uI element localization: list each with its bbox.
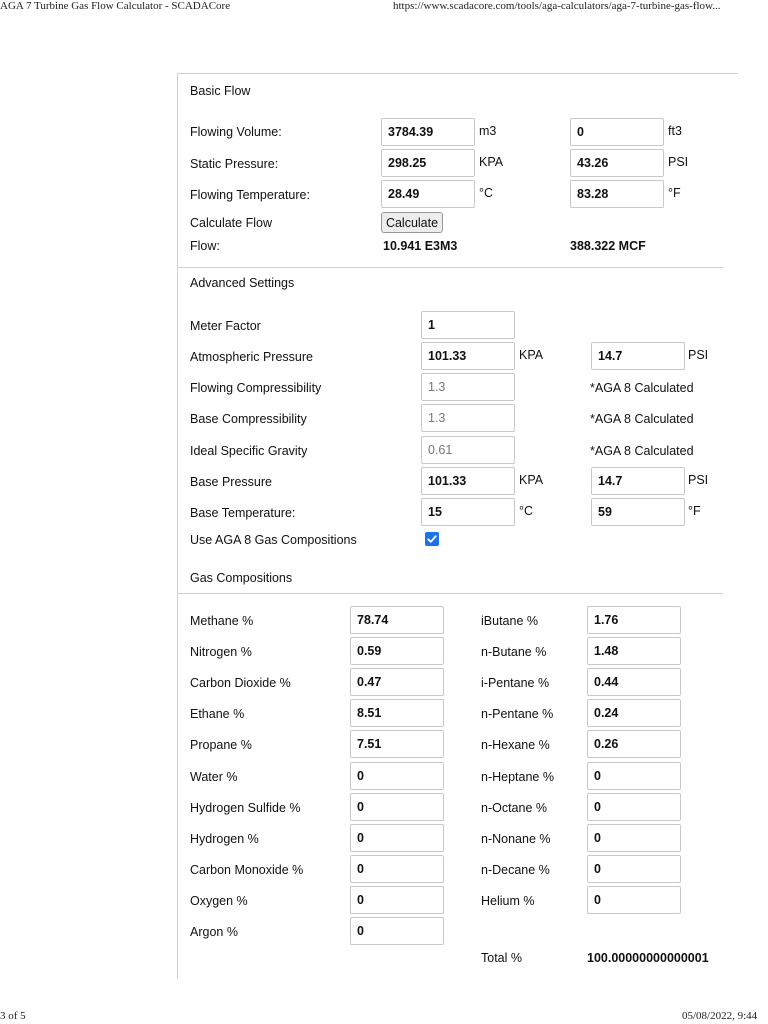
gas-input[interactable] — [350, 855, 444, 883]
gas-label: n-Butane % — [481, 645, 547, 659]
base-pressure-alt-input[interactable] — [591, 467, 685, 495]
basic-flow-heading: Basic Flow — [190, 84, 251, 98]
base-temperature-label: Base Temperature: — [190, 506, 296, 520]
gas-label: Nitrogen % — [190, 645, 252, 659]
static-pressure-unit: KPA — [479, 155, 504, 169]
flowing-volume-alt-input[interactable] — [570, 118, 664, 146]
use-aga8-checkbox[interactable] — [425, 532, 439, 546]
checkmark-icon — [426, 533, 438, 545]
flow-result-mcf: 388.322 MCF — [570, 239, 646, 253]
base-temperature-input[interactable] — [421, 498, 515, 526]
gas-input[interactable] — [350, 824, 444, 852]
atm-pressure-input[interactable] — [421, 342, 515, 370]
flowing-compressibility-note: *AGA 8 Calculated — [590, 381, 694, 395]
flowing-temperature-label: Flowing Temperature: — [190, 188, 310, 202]
use-aga8-label: Use AGA 8 Gas Compositions — [190, 533, 357, 547]
ideal-sg-label: Ideal Specific Gravity — [190, 444, 308, 458]
page-url: https://www.scadacore.com/tools/aga-calculators/aga-7-turbine-gas-flow... — [393, 0, 721, 12]
calculate-button[interactable]: Calculate — [381, 212, 443, 233]
gas-input[interactable] — [350, 793, 444, 821]
base-pressure-input[interactable] — [421, 467, 515, 495]
base-compressibility-label: Base Compressibility — [190, 412, 307, 426]
gas-input[interactable] — [350, 668, 444, 696]
gas-input[interactable] — [587, 606, 681, 634]
flowing-volume-alt-unit: ft3 — [668, 124, 682, 138]
static-pressure-input[interactable] — [381, 149, 475, 177]
gas-label: iButane % — [481, 614, 538, 628]
gas-label: n-Octane % — [481, 801, 548, 815]
static-pressure-label: Static Pressure: — [190, 157, 279, 171]
base-pressure-alt-unit: PSI — [688, 473, 709, 487]
gas-label: n-Decane % — [481, 863, 550, 877]
flowing-temperature-unit: °C — [479, 186, 494, 200]
flow-label: Flow: — [190, 239, 220, 253]
atm-pressure-alt-input[interactable] — [591, 342, 685, 370]
gas-input[interactable] — [587, 699, 681, 727]
gas-label: Ethane % — [190, 707, 245, 721]
gas-label: n-Hexane % — [481, 738, 550, 752]
static-pressure-alt-input[interactable] — [570, 149, 664, 177]
gas-label: Oxygen % — [190, 894, 248, 908]
flow-result-e3m3: 10.941 E3M3 — [383, 239, 458, 253]
gas-label: n-Nonane % — [481, 832, 551, 846]
gas-input[interactable] — [587, 886, 681, 914]
gas-input[interactable] — [587, 793, 681, 821]
ideal-sg-note: *AGA 8 Calculated — [590, 444, 694, 458]
gas-compositions-heading: Gas Compositions — [190, 571, 293, 585]
gas-label: Carbon Monoxide % — [190, 863, 304, 877]
flowing-compressibility-input — [421, 373, 515, 401]
print-datetime: 05/08/2022, 9:44 — [682, 1010, 758, 1022]
gas-label: n-Pentane % — [481, 707, 554, 721]
gas-label: n-Heptane % — [481, 770, 554, 784]
gas-input[interactable] — [350, 762, 444, 790]
total-label: Total % — [481, 951, 522, 965]
calculate-flow-label: Calculate Flow — [190, 216, 272, 230]
flowing-volume-unit: m3 — [479, 124, 497, 138]
divider-gas — [178, 593, 723, 594]
gas-label: Carbon Dioxide % — [190, 676, 291, 690]
base-temperature-unit: °C — [519, 504, 534, 518]
gas-label: Hydrogen % — [190, 832, 259, 846]
base-temperature-alt-input[interactable] — [591, 498, 685, 526]
gas-label: Hydrogen Sulfide % — [190, 801, 301, 815]
gas-input[interactable] — [350, 606, 444, 634]
atm-pressure-label: Atmospheric Pressure — [190, 350, 313, 364]
atm-pressure-unit: KPA — [519, 348, 544, 362]
gas-input[interactable] — [587, 730, 681, 758]
base-pressure-label: Base Pressure — [190, 475, 272, 489]
base-pressure-unit: KPA — [519, 473, 544, 487]
total-value: 100.00000000000001 — [587, 951, 709, 965]
gas-input[interactable] — [587, 855, 681, 883]
advanced-settings-heading: Advanced Settings — [190, 276, 295, 290]
meter-factor-label: Meter Factor — [190, 319, 261, 333]
gas-label: Argon % — [190, 925, 238, 939]
gas-input[interactable] — [350, 886, 444, 914]
gas-label: Propane % — [190, 738, 252, 752]
ideal-sg-input — [421, 436, 515, 464]
gas-input[interactable] — [587, 637, 681, 665]
page-title-header: AGA 7 Turbine Gas Flow Calculator - SCADACore — [0, 0, 231, 12]
flowing-temperature-alt-input[interactable] — [570, 180, 664, 208]
gas-label: Water % — [190, 770, 238, 784]
base-compressibility-input — [421, 404, 515, 432]
flowing-compressibility-label: Flowing Compressibility — [190, 381, 322, 395]
gas-input[interactable] — [587, 824, 681, 852]
flowing-temperature-input[interactable] — [381, 180, 475, 208]
flowing-volume-input[interactable] — [381, 118, 475, 146]
flowing-volume-label: Flowing Volume: — [190, 125, 282, 139]
gas-input[interactable] — [350, 699, 444, 727]
gas-input[interactable] — [350, 917, 444, 945]
static-pressure-alt-unit: PSI — [668, 155, 689, 169]
flowing-temperature-alt-unit: °F — [668, 186, 681, 200]
base-temperature-alt-unit: °F — [688, 504, 701, 518]
gas-input[interactable] — [350, 730, 444, 758]
gas-input[interactable] — [587, 668, 681, 696]
gas-label: i-Pentane % — [481, 676, 550, 690]
gas-label: Methane % — [190, 614, 254, 628]
atm-pressure-alt-unit: PSI — [688, 348, 709, 362]
gas-label: Helium % — [481, 894, 535, 908]
base-compressibility-note: *AGA 8 Calculated — [590, 412, 694, 426]
gas-input[interactable] — [350, 637, 444, 665]
meter-factor-input[interactable] — [421, 311, 515, 339]
divider-advanced — [178, 267, 723, 268]
gas-input[interactable] — [587, 762, 681, 790]
page-indicator: 3 of 5 — [0, 1010, 26, 1022]
